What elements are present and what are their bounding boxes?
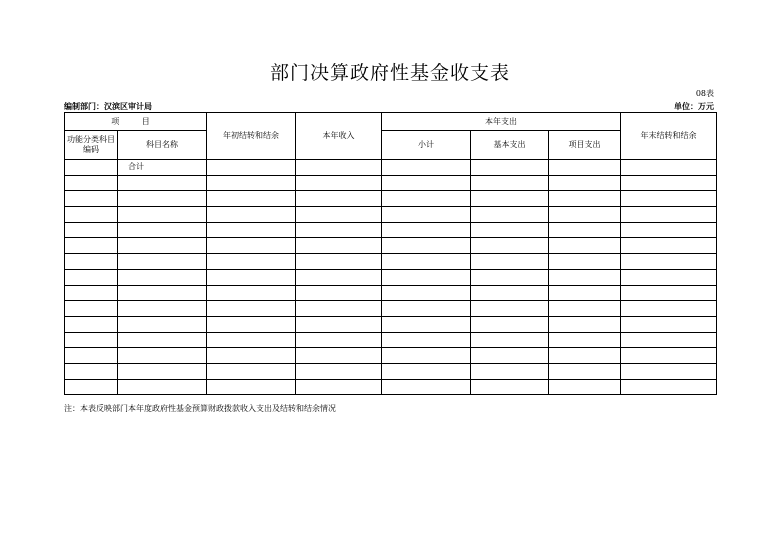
table-cell <box>471 191 549 207</box>
table-cell <box>296 348 382 364</box>
table-cell <box>207 379 296 395</box>
table-cell <box>207 363 296 379</box>
table-cell <box>118 379 207 395</box>
table-cell <box>207 285 296 301</box>
table-cell <box>207 301 296 317</box>
table-cell <box>382 348 471 364</box>
department-label: 编制部门：汉滨区审计局 <box>64 101 152 111</box>
table-cell <box>549 191 621 207</box>
table-cell <box>296 379 382 395</box>
table-cell <box>65 254 118 270</box>
table-cell <box>471 363 549 379</box>
header-income: 本年收入 <box>296 113 382 160</box>
table-cell <box>471 175 549 191</box>
table-cell <box>118 207 207 223</box>
page-title: 部门决算政府性基金收支表 <box>269 62 510 84</box>
table-cell <box>621 175 717 191</box>
table-row <box>65 254 717 270</box>
table-cell <box>382 238 471 254</box>
table-cell <box>471 238 549 254</box>
table-cell <box>207 316 296 332</box>
table-cell <box>65 269 118 285</box>
table-row <box>65 348 717 364</box>
table-cell <box>549 269 621 285</box>
table-cell <box>118 363 207 379</box>
table-cell <box>207 160 296 176</box>
table-cell <box>549 238 621 254</box>
header-begin-balance: 年初结转和结余 <box>207 113 296 160</box>
table-cell <box>118 222 207 238</box>
header-subject-name: 科目名称 <box>118 131 207 160</box>
table-cell <box>207 348 296 364</box>
table-cell <box>382 207 471 223</box>
table-cell <box>549 332 621 348</box>
table-cell <box>118 332 207 348</box>
table-cell <box>471 301 549 317</box>
table-cell <box>118 254 207 270</box>
table-cell <box>65 363 118 379</box>
table-cell <box>296 160 382 176</box>
table-cell <box>621 269 717 285</box>
table-cell <box>549 316 621 332</box>
table-cell <box>65 348 118 364</box>
table-row <box>65 238 717 254</box>
table-cell <box>207 332 296 348</box>
table-cell <box>621 363 717 379</box>
table-cell <box>621 160 717 176</box>
table-cell <box>471 348 549 364</box>
table-cell <box>65 238 118 254</box>
table-cell <box>296 175 382 191</box>
table-cell <box>296 254 382 270</box>
header-subtotal: 小计 <box>382 131 471 160</box>
table-cell <box>65 191 118 207</box>
table-cell <box>471 269 549 285</box>
table-cell <box>118 348 207 364</box>
table-cell <box>621 316 717 332</box>
table-cell <box>549 379 621 395</box>
table-cell <box>118 316 207 332</box>
table-cell <box>296 207 382 223</box>
table-cell <box>382 160 471 176</box>
table-cell <box>471 160 549 176</box>
table-cell <box>549 175 621 191</box>
table-cell <box>207 238 296 254</box>
table-row <box>65 316 717 332</box>
table-row <box>65 363 717 379</box>
table-row <box>65 301 717 317</box>
table-cell <box>549 285 621 301</box>
table-cell <box>65 207 118 223</box>
table-cell <box>471 285 549 301</box>
table-cell <box>382 285 471 301</box>
table-cell <box>296 363 382 379</box>
table-cell <box>621 285 717 301</box>
table-cell <box>207 269 296 285</box>
footnote: 注：本表反映部门本年度政府性基金预算财政拨款收入支出及结转和结余情况 <box>64 404 336 413</box>
table-cell <box>382 363 471 379</box>
table-cell <box>621 222 717 238</box>
table-cell <box>549 348 621 364</box>
table-cell <box>621 191 717 207</box>
header-expenditure: 本年支出 <box>382 113 621 131</box>
table-cell <box>296 269 382 285</box>
table-cell <box>296 332 382 348</box>
table-cell <box>65 379 118 395</box>
table-cell <box>65 301 118 317</box>
table-cell <box>207 191 296 207</box>
table-cell <box>621 332 717 348</box>
table-cell <box>65 222 118 238</box>
table-cell <box>296 301 382 317</box>
table-row <box>65 379 717 395</box>
table-cell <box>296 285 382 301</box>
table-cell <box>471 207 549 223</box>
unit-label: 单位：万元 <box>674 101 714 111</box>
table-cell <box>118 269 207 285</box>
table-cell <box>207 175 296 191</box>
table-cell <box>549 254 621 270</box>
table-cell <box>549 160 621 176</box>
table-cell <box>382 175 471 191</box>
table-cell <box>471 316 549 332</box>
table-cell <box>118 175 207 191</box>
table-row <box>65 332 717 348</box>
table-cell <box>382 191 471 207</box>
table-cell <box>118 285 207 301</box>
table-cell <box>65 175 118 191</box>
table-cell <box>549 207 621 223</box>
table-cell <box>65 316 118 332</box>
table-cell <box>207 222 296 238</box>
header-project: 项 目 <box>65 113 207 131</box>
table-cell <box>65 160 118 176</box>
table-cell <box>621 379 717 395</box>
header-basic: 基本支出 <box>471 131 549 160</box>
table-cell <box>296 191 382 207</box>
table-row <box>65 175 717 191</box>
form-number: 08表 <box>695 89 714 98</box>
table-cell <box>382 269 471 285</box>
table-cell <box>296 316 382 332</box>
table-cell <box>118 238 207 254</box>
total-label: 合计 <box>118 160 207 176</box>
table-row <box>65 285 717 301</box>
table-row <box>65 222 717 238</box>
header-func-code: 功能分类科目编码 <box>65 131 118 160</box>
table-cell <box>621 207 717 223</box>
table-row <box>65 269 717 285</box>
table-cell <box>382 301 471 317</box>
table-cell <box>382 222 471 238</box>
table-cell <box>118 301 207 317</box>
header-end-balance: 年末结转和结余 <box>621 113 717 160</box>
table-cell <box>471 254 549 270</box>
table-cell <box>382 332 471 348</box>
table-row <box>65 207 717 223</box>
table-cell <box>207 254 296 270</box>
table-cell <box>382 316 471 332</box>
table-cell <box>65 285 118 301</box>
table-cell <box>621 301 717 317</box>
table-cell <box>621 348 717 364</box>
table-cell <box>296 238 382 254</box>
table-row <box>65 191 717 207</box>
fund-table <box>64 112 717 395</box>
table-cell <box>471 222 549 238</box>
total-row <box>65 160 717 176</box>
table-cell <box>296 222 382 238</box>
header-project-exp: 项目支出 <box>549 131 621 160</box>
table-cell <box>382 254 471 270</box>
table-cell <box>382 379 471 395</box>
table-cell <box>471 379 549 395</box>
table-cell <box>207 207 296 223</box>
table-cell <box>118 191 207 207</box>
table-cell <box>549 301 621 317</box>
table-cell <box>471 332 549 348</box>
table-cell <box>549 222 621 238</box>
table-cell <box>621 238 717 254</box>
table-cell <box>549 363 621 379</box>
table-cell <box>621 254 717 270</box>
table-cell <box>65 332 118 348</box>
